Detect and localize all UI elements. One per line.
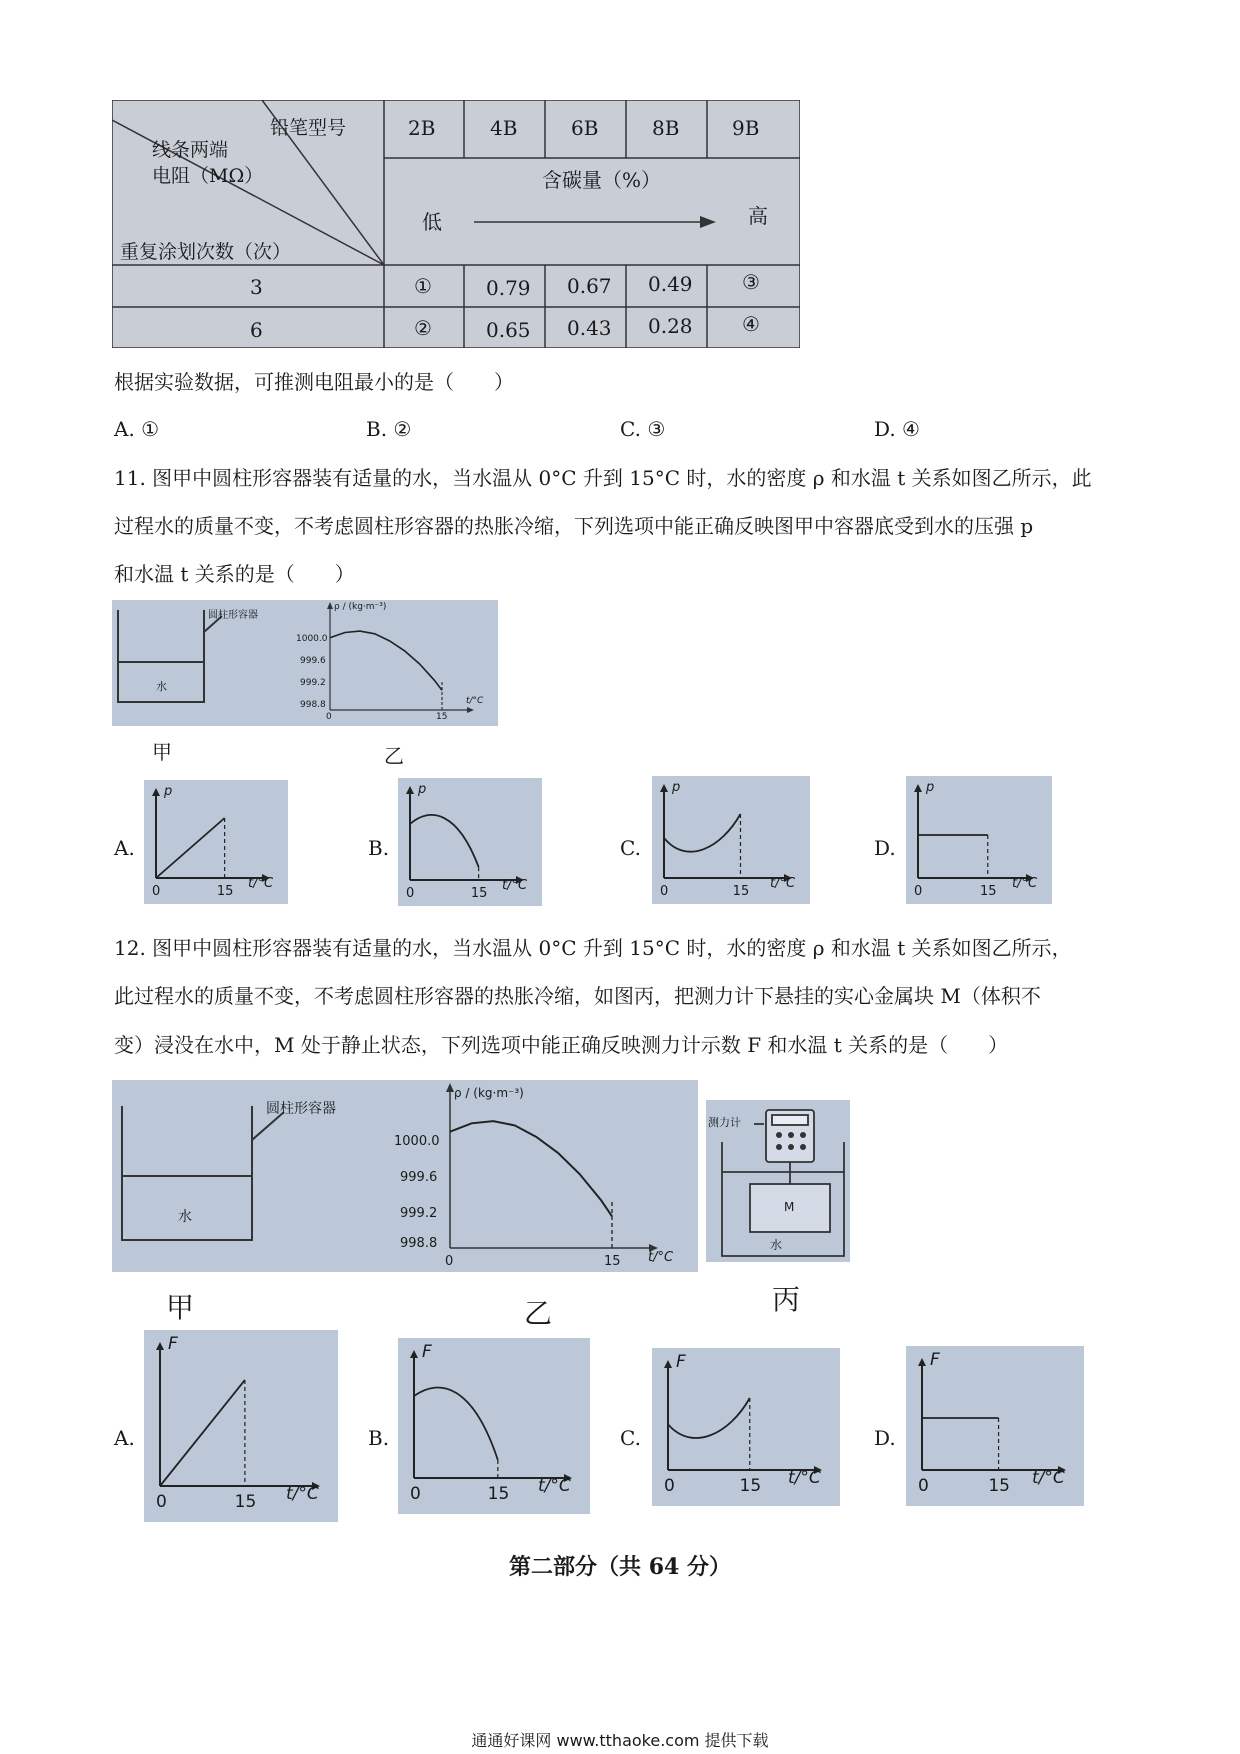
option-curve — [156, 818, 225, 878]
cell-r2-c3: 0.43 — [567, 316, 612, 340]
option-curve — [160, 1380, 245, 1486]
option-y-label: F — [930, 1350, 940, 1370]
option-x-origin: 0 — [914, 884, 923, 899]
q12-density-ylabel: ρ / (kg·m⁻³) — [454, 1086, 524, 1100]
y-axis-arrow — [406, 786, 414, 794]
q11-option-a-label: A. — [114, 836, 135, 860]
q12-container-label: 圆柱形容器 — [266, 1101, 336, 1117]
q11-container-label: 圆柱形容器 — [208, 610, 258, 621]
option-x-15: 15 — [216, 884, 234, 899]
q11-line2: 过程水的质量不变，不考虑圆柱形容器的热胀冷缩，下列选项中能正确反映图甲中容器底受到水的压强 p — [114, 514, 1034, 538]
q12-line3: 变）浸没在水中，M 处于静止状态，下列选项中能正确反映测力计示数 F 和水温 t 关系的是（ ） — [114, 1033, 1009, 1057]
q12-caption-yi: 乙 — [524, 1297, 553, 1330]
table-corner-mid1: 线条两端 — [152, 139, 229, 161]
q12-water-label: 水 — [178, 1209, 192, 1225]
cell-r2-c2: 0.65 — [486, 318, 531, 342]
q12-density-curve — [450, 1121, 612, 1216]
table-corner-mid2: 电阻（MΩ） — [152, 165, 264, 187]
q11-x-origin: 0 — [326, 712, 332, 722]
q12-tick-9996: 999.6 — [400, 1170, 438, 1185]
option-x-15: 15 — [739, 1476, 762, 1496]
q12-figure-bing — [706, 1100, 850, 1262]
option-x-15: 15 — [732, 884, 750, 899]
option-x-15: 15 — [979, 884, 997, 899]
table-corner-top: 铅笔型号 — [270, 117, 347, 139]
option-x-15: 15 — [988, 1476, 1010, 1496]
q12-option-a-label: A. — [114, 1426, 135, 1450]
option-letter: C. — [620, 417, 641, 441]
q12-meter-label: 测力计 — [708, 1116, 741, 1129]
cell-r2-c1: ② — [414, 316, 432, 340]
q12-line1: 12. 图甲中圆柱形容器装有适量的水，当水温从 0°C 升到 15°C 时，水的密度 ρ 和水温 t 关系如图乙所示， — [114, 936, 1072, 960]
q11-option-d-graph[interactable] — [906, 776, 1052, 904]
option-x-unit: t/°C — [1012, 876, 1038, 891]
q12-option-b-label: B. — [368, 1426, 390, 1450]
pencil-2b: 2B — [408, 116, 436, 140]
y-axis-arrow — [156, 1342, 164, 1350]
footer: 通通好课网 www.tthaoke.com 提供下载 — [471, 1731, 769, 1750]
q12-x-origin: 0 — [445, 1254, 454, 1269]
q10-option-c[interactable] — [620, 417, 665, 441]
q11-line1: 11. 图甲中圆柱形容器装有适量的水，当水温从 0°C 升到 15°C 时，水的密度 ρ 和水温 t 关系如图乙所示，此 — [114, 466, 1092, 490]
y-axis-arrow — [152, 788, 160, 796]
option-x-origin: 0 — [152, 884, 161, 899]
option-x-15: 15 — [234, 1492, 257, 1512]
option-x-unit: t/°C — [1032, 1468, 1065, 1488]
option-y-label: F — [422, 1342, 432, 1362]
q11-tick-9992: 999.2 — [300, 678, 326, 688]
q12-option-d-graph[interactable] — [906, 1346, 1084, 1506]
q11-x-unit: t/°C — [466, 696, 484, 706]
carbon-high: 高 — [748, 204, 768, 228]
q12-bing-water: 水 — [770, 1238, 783, 1252]
y-axis-arrow — [918, 1358, 926, 1366]
q11-option-c-label: C. — [620, 836, 641, 860]
q10-option-a[interactable] — [114, 417, 159, 441]
option-x-origin: 0 — [410, 1484, 421, 1504]
q12-block-label: M — [784, 1200, 795, 1214]
pencil-8b: 8B — [652, 116, 680, 140]
option-curve — [664, 814, 740, 852]
option-x-unit: t/°C — [788, 1468, 821, 1488]
pencil-resistance-table — [112, 100, 800, 348]
q12-caption-bing: 丙 — [772, 1283, 801, 1316]
q11-line3: 和水温 t 关系的是（ ） — [114, 562, 355, 586]
q11-caption-jia: 甲 — [152, 740, 172, 764]
y-axis-arrow — [410, 1350, 418, 1358]
option-y-label: p — [164, 784, 173, 799]
option-x-origin: 0 — [156, 1492, 167, 1512]
q12-tick-9988: 998.8 — [400, 1236, 438, 1251]
option-x-origin: 0 — [406, 886, 415, 901]
cell-r1-c4: 0.49 — [648, 272, 693, 296]
y-axis-arrow — [664, 1360, 672, 1368]
table-corner-bottom: 重复涂划次数（次） — [120, 241, 292, 263]
q12-figure-jia-yi — [112, 1080, 698, 1272]
q12-option-d-label: D. — [874, 1426, 896, 1450]
q11-tick-9996: 999.6 — [300, 656, 326, 666]
q11-option-c-graph[interactable] — [652, 776, 810, 904]
cell-r2-c4: 0.28 — [648, 314, 693, 338]
q11-option-b-graph[interactable] — [398, 778, 542, 906]
q12-tick-9992: 999.2 — [400, 1206, 438, 1221]
carbon-label: 含碳量（%） — [542, 168, 662, 192]
row-count-6: 6 — [250, 318, 263, 342]
q12-option-c-label: C. — [620, 1426, 641, 1450]
cell-r1-c2: 0.79 — [486, 276, 531, 300]
q11-tick-9988: 998.8 — [300, 700, 326, 710]
pencil-9b: 9B — [732, 116, 760, 140]
q11-option-b-label: B. — [368, 836, 390, 860]
option-curve — [668, 1398, 750, 1438]
pencil-6b: 6B — [571, 116, 599, 140]
q12-line2: 此过程水的质量不变，不考虑圆柱形容器的热胀冷缩，如图丙，把测力计下悬挂的实心金属块 M（体积不 — [114, 984, 1041, 1008]
q10-option-d[interactable] — [874, 417, 920, 441]
row-count-3: 3 — [250, 275, 263, 299]
q12-x-15: 15 — [604, 1254, 621, 1269]
carbon-low: 低 — [422, 210, 442, 234]
q11-x-15: 15 — [436, 712, 448, 722]
option-text: ② — [393, 417, 412, 441]
option-y-label: p — [926, 780, 935, 795]
q10-stem: 根据实验数据，可推测电阻最小的是（ ） — [114, 370, 514, 394]
q12-option-b-graph[interactable] — [398, 1338, 590, 1514]
option-x-unit: t/°C — [286, 1484, 319, 1504]
q11-option-d-label: D. — [874, 836, 896, 860]
q12-option-a-graph[interactable] — [144, 1330, 338, 1522]
option-x-unit: t/°C — [248, 876, 274, 891]
section-title: 第二部分（共 64 分） — [509, 1554, 731, 1580]
q12-x-unit: t/°C — [648, 1250, 674, 1265]
option-x-origin: 0 — [664, 1476, 675, 1496]
q12-option-c-graph[interactable] — [652, 1348, 840, 1506]
option-x-unit: t/°C — [770, 876, 796, 891]
option-x-origin: 0 — [660, 884, 669, 899]
option-curve — [410, 815, 479, 867]
option-x-unit: t/°C — [538, 1476, 571, 1496]
y-axis-arrow — [660, 784, 668, 792]
option-x-15: 15 — [487, 1484, 510, 1504]
option-text: ① — [141, 417, 160, 441]
cell-r1-c5: ③ — [742, 270, 760, 294]
option-letter: A. — [114, 417, 135, 441]
option-y-label: F — [168, 1334, 178, 1354]
y-axis-arrow — [914, 784, 922, 792]
option-y-label: F — [676, 1352, 686, 1372]
q11-tick-1000: 1000.0 — [296, 634, 328, 644]
q11-water-label: 水 — [156, 680, 167, 693]
option-letter: D. — [874, 417, 896, 441]
option-text: ③ — [647, 417, 666, 441]
q11-density-curve — [330, 631, 442, 690]
cell-r2-c5: ④ — [742, 312, 760, 336]
q12-tick-1000: 1000.0 — [394, 1134, 440, 1149]
option-curve — [414, 1388, 498, 1460]
q11-density-ylabel: ρ / (kg·m⁻³) — [334, 602, 387, 612]
q11-figure-jia-yi — [112, 600, 498, 726]
cell-r1-c1: ① — [414, 274, 432, 298]
option-y-label: p — [418, 782, 427, 797]
option-letter: B. — [366, 417, 388, 441]
q11-caption-yi: 乙 — [384, 744, 404, 768]
cell-r1-c3: 0.67 — [567, 274, 612, 298]
option-x-15: 15 — [470, 886, 488, 901]
option-y-label: p — [672, 780, 681, 795]
q12-caption-jia: 甲 — [166, 1291, 195, 1324]
q11-option-a-graph[interactable] — [144, 780, 288, 904]
option-x-origin: 0 — [918, 1476, 929, 1496]
pencil-4b: 4B — [490, 116, 518, 140]
option-text: ④ — [902, 417, 920, 441]
q10-option-b[interactable] — [366, 417, 411, 441]
option-x-unit: t/°C — [502, 878, 528, 893]
